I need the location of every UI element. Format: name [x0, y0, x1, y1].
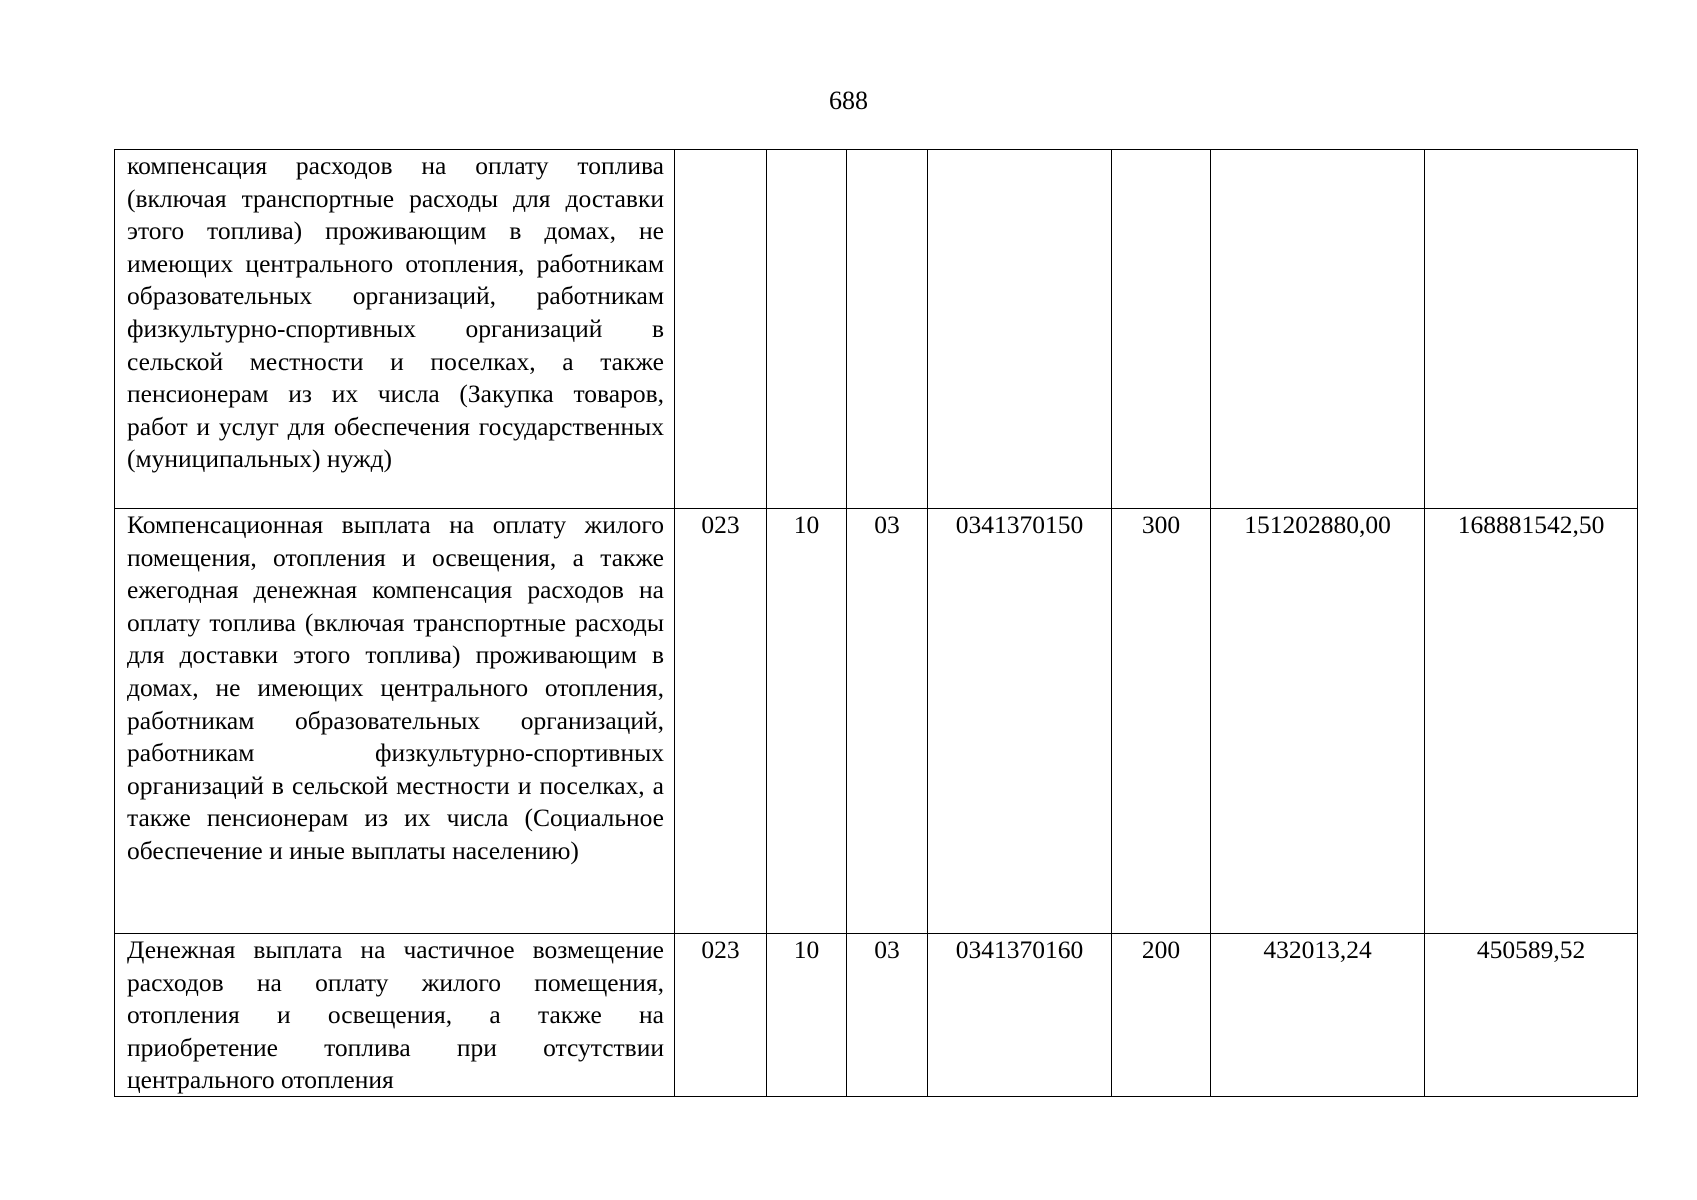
table-row — [115, 150, 1638, 509]
description-cell — [115, 934, 675, 1097]
section-cell: 10 — [767, 509, 847, 934]
amount-2-cell — [1425, 150, 1638, 509]
amount-1-cell: 432013,24 — [1211, 934, 1425, 1097]
subsection-cell: 03 — [847, 509, 928, 934]
target-article-cell: 0341370160 — [928, 934, 1112, 1097]
description-cell: компенсация расходов на оплату топлива (включая транспортные расходы для доставки этого топлива) проживающим в домах, не имеющих центрального отопления, работникам образовательных организаций, работникам физкультурно-спортивных организаций в сельской местности и поселках, а также пенсионерам из их числа (Закупка товаров, работ и услуг для обеспечения государственных (муниципальных) нужд) — [115, 150, 675, 509]
section-cell — [767, 150, 847, 509]
section-cell: 10 — [767, 934, 847, 1097]
ministry-code-cell: 023 — [675, 509, 767, 934]
amount-1-cell: 151202880,00 — [1211, 509, 1425, 934]
amount-2-cell: 450589,52 — [1425, 934, 1638, 1097]
subsection-cell: 03 — [847, 934, 928, 1097]
ministry-code-cell — [675, 150, 767, 509]
description-text: Денежная выплата на частичное возмещение расходов на оплату жилого помещения, отопления и освещения, а также на приобретение топлива при отсутствии центрального отопления — [127, 935, 664, 1095]
subsection-cell — [847, 150, 928, 509]
expense-type-cell: 300 — [1112, 509, 1211, 934]
target-article-cell: 0341370150 — [928, 509, 1112, 934]
description-cell: Компенсационная выплата на оплату жилого помещения, отопления и освещения, а также ежегодная денежная компенсация расходов на оплату топлива (включая транспортные расходы для доставки этого топлива) проживающим в домах, не имеющих центрального отопления, работникам образовательных организаций, работникам физкультурно-спортивных организаций в сельской местности и поселках, а также пенсионерам из их числа (Социальное обеспечение и иные выплаты населению) — [115, 509, 675, 934]
table-row — [115, 934, 1638, 1097]
table-row — [115, 509, 1638, 934]
budget-table — [114, 149, 1638, 1097]
target-article-cell — [928, 150, 1112, 509]
amount-1-cell — [1211, 150, 1425, 509]
page-number: 688 — [829, 86, 868, 115]
amount-2-cell: 168881542,50 — [1425, 509, 1638, 934]
expense-type-cell — [1112, 150, 1211, 509]
ministry-code-cell: 023 — [675, 934, 767, 1097]
expense-type-cell: 200 — [1112, 934, 1211, 1097]
